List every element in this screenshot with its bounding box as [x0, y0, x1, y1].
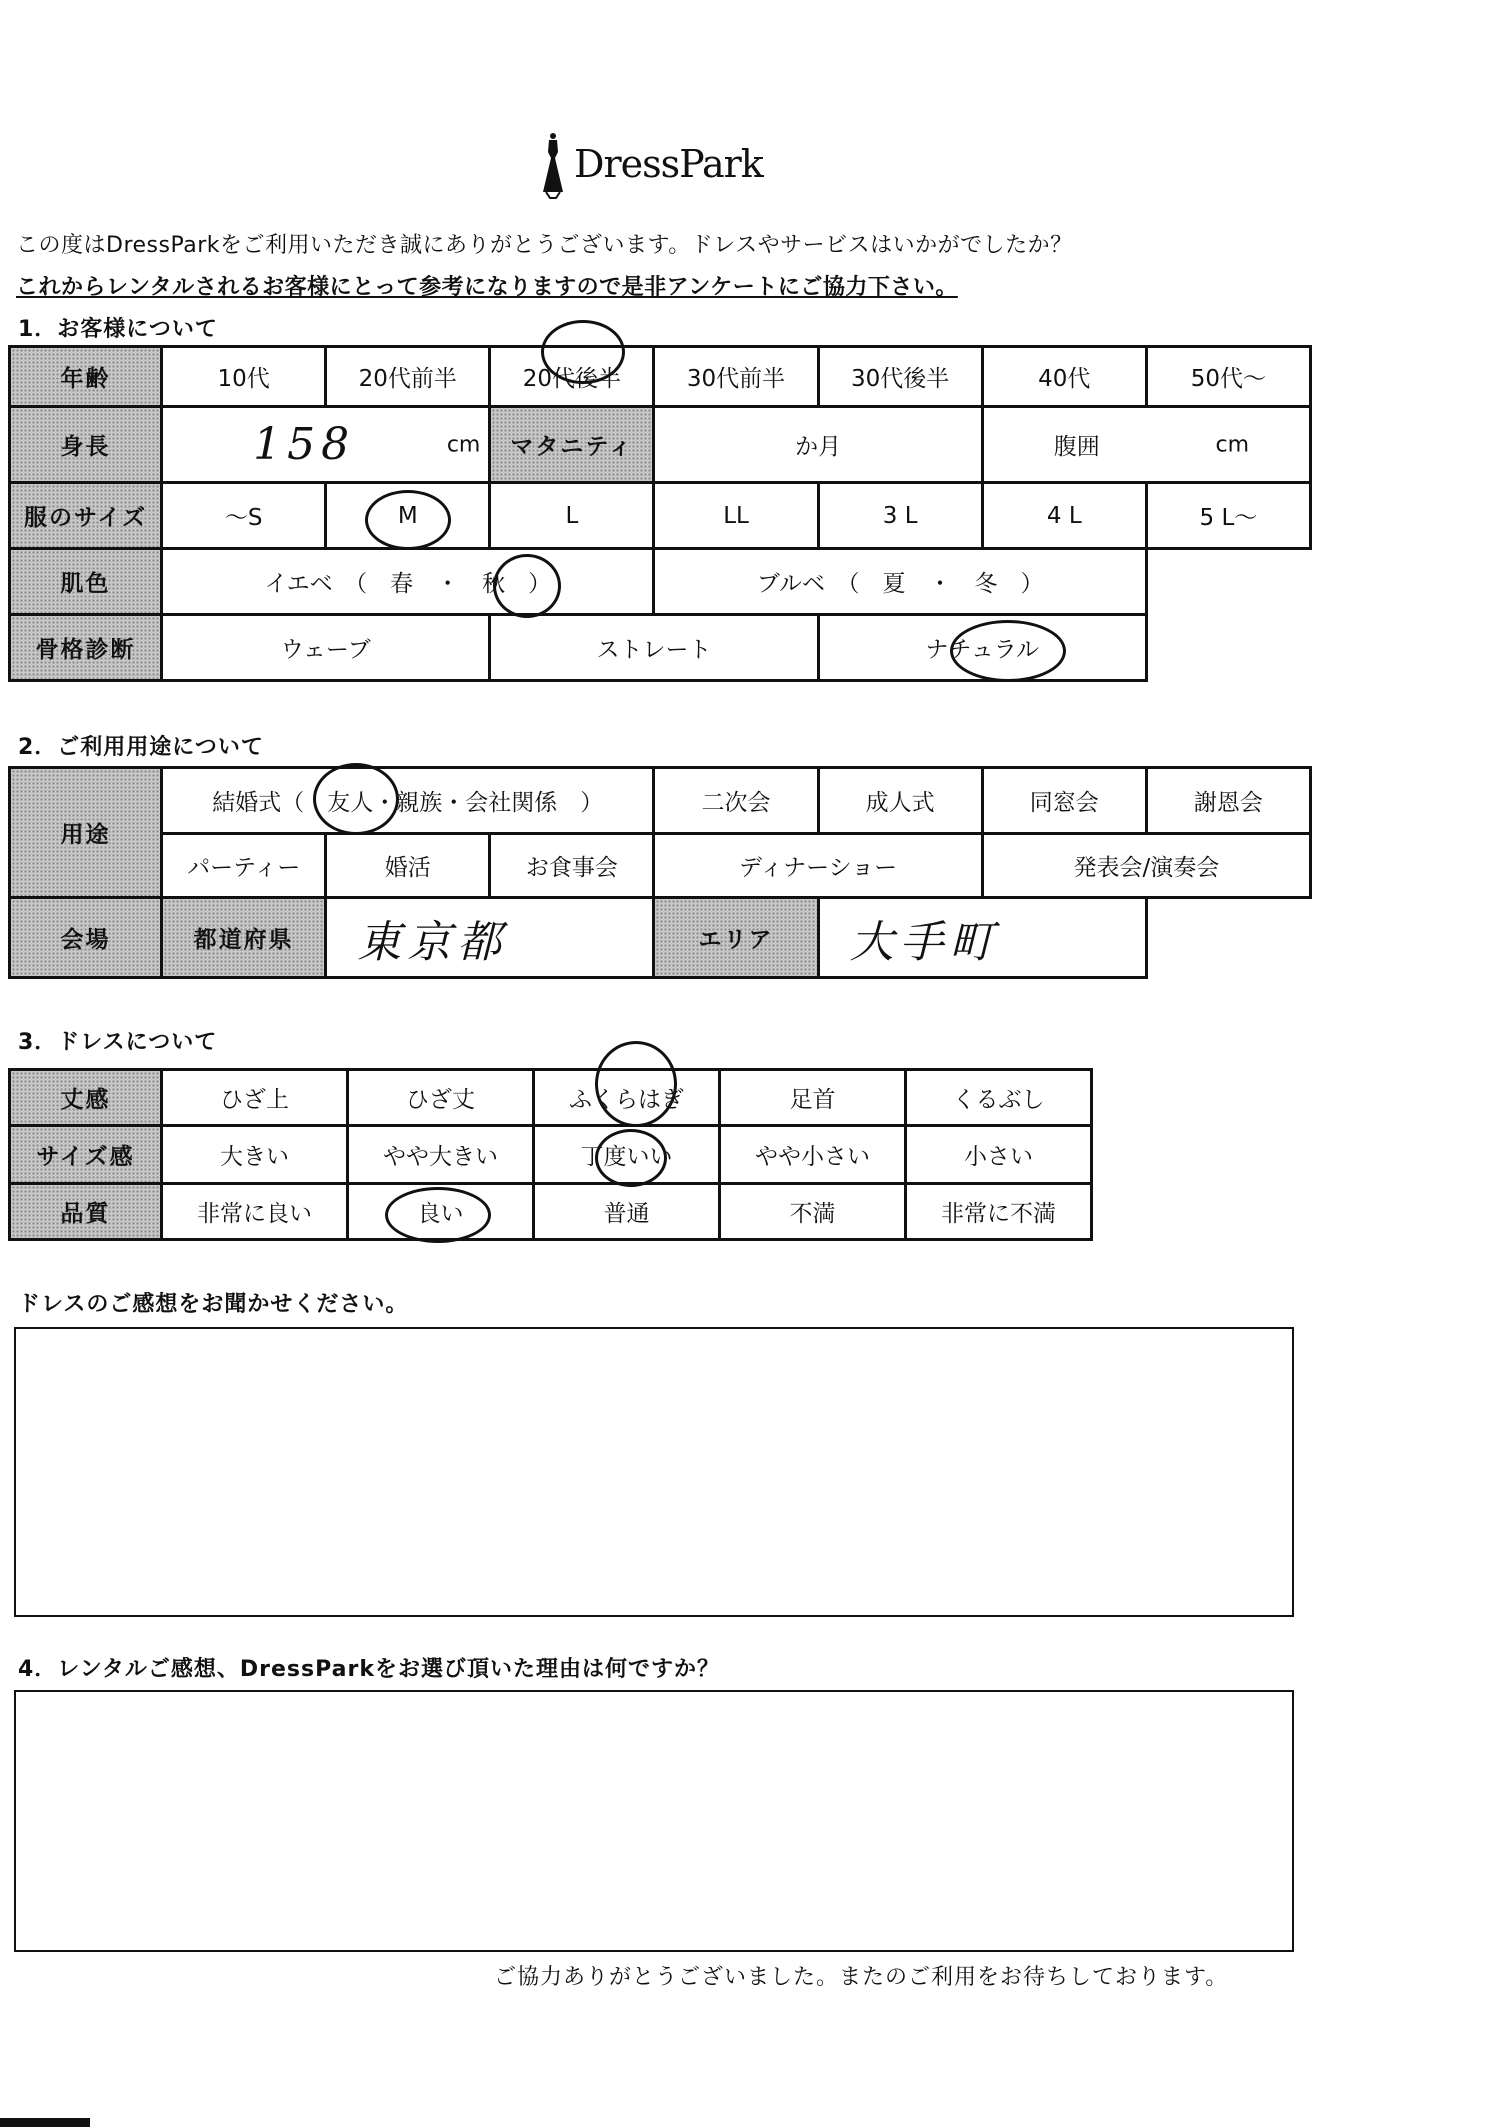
fit-label: サイズ感 [10, 1126, 162, 1184]
age-option-label: 20代後半 [522, 366, 622, 392]
skin-yellow-label: イエベ （ 春 ・ 秋 ） [264, 571, 552, 597]
size-option[interactable]: LL [654, 483, 818, 549]
purpose-option[interactable]: 発表会/演奏会 [982, 834, 1310, 898]
skin-blue-option[interactable]: ブルベ （ 夏 ・ 冬 ） [654, 549, 1146, 615]
size-option[interactable]: 5 L〜 [1146, 483, 1310, 549]
purpose-label: 用途 [10, 768, 162, 898]
size-option-label: M [397, 502, 418, 529]
purpose-option[interactable]: 婚活 [326, 834, 490, 898]
purpose-option[interactable]: 成人式 [818, 768, 982, 834]
impressions-textarea[interactable] [14, 1327, 1294, 1617]
purpose-option[interactable]: パーティー [162, 834, 326, 898]
thanks-message: ご協力ありがとうございました。またのご利用をお待ちしております。 [494, 1965, 1229, 1990]
length-option-selected[interactable] [534, 1070, 720, 1126]
height-value: 158 [253, 419, 356, 470]
quality-option-selected[interactable] [348, 1184, 534, 1240]
waist-unit: cm [1215, 432, 1249, 457]
quality-option-label: 良い [417, 1201, 464, 1227]
intro-text: この度はDressParkをご利用いただき誠にありがとうございます。ドレスやサービスはいかがでしたか？ [16, 233, 1073, 258]
fit-option-label: 丁度いい [580, 1144, 673, 1170]
length-option-label: ふくらはぎ [569, 1087, 684, 1113]
quality-option[interactable]: 普通 [534, 1184, 720, 1240]
section-3-title: 3．ドレスについて [18, 1030, 218, 1055]
height-unit: cm [446, 432, 481, 457]
waist-field[interactable] [982, 407, 1310, 483]
frame-option[interactable]: ウェーブ [162, 615, 490, 681]
wedding-label: 結婚式（ 友人・親族・会社関係 ） [212, 790, 604, 816]
section-4-title: 4．レンタルご感想、DressParkをお選び頂いた理由は何ですか？ [18, 1657, 720, 1682]
age-option[interactable]: 40代 [982, 347, 1146, 407]
prefecture-value: 東京都 [357, 916, 508, 968]
length-option[interactable]: ひざ上 [162, 1070, 348, 1126]
fit-option[interactable]: 小さい [906, 1126, 1092, 1184]
length-label: 丈感 [10, 1070, 162, 1126]
frame-option-selected[interactable] [818, 615, 1146, 681]
scan-edge-mark [0, 2118, 90, 2127]
purpose-option[interactable]: 二次会 [654, 768, 818, 834]
skin-label: 肌色 [10, 549, 162, 615]
customer-table [8, 345, 1312, 682]
size-option[interactable]: 4 L [982, 483, 1146, 549]
purpose-option[interactable]: ディナーショー [654, 834, 982, 898]
intro-request: これからレンタルされるお客様にとって参考になりますので是非アンケートにご協力下さい。 [16, 275, 958, 300]
size-option-selected[interactable] [326, 483, 490, 549]
reason-textarea[interactable] [14, 1690, 1294, 1952]
height-field[interactable] [162, 407, 490, 483]
wedding-option[interactable] [162, 768, 654, 834]
waist-label: 腹囲 [1053, 434, 1100, 460]
quality-option[interactable]: 不満 [720, 1184, 906, 1240]
dress-silhouette-icon [536, 132, 570, 202]
dress-table [8, 1068, 1093, 1241]
size-option[interactable]: 〜S [162, 483, 326, 549]
area-label: エリア [654, 898, 818, 978]
prefecture-field[interactable] [326, 898, 654, 978]
length-option[interactable]: ひざ丈 [348, 1070, 534, 1126]
fit-option[interactable]: やや大きい [348, 1126, 534, 1184]
age-option[interactable]: 30代後半 [818, 347, 982, 407]
dresspark-logo [536, 128, 776, 206]
selection-circle [595, 1041, 677, 1127]
size-option[interactable]: L [490, 483, 654, 549]
fit-option[interactable]: 大きい [162, 1126, 348, 1184]
frame-option-label: ナチュラル [925, 637, 1040, 663]
impressions-prompt: ドレスのご感想をお聞かせください。 [18, 1292, 409, 1317]
length-option[interactable]: くるぶし [906, 1070, 1092, 1126]
fit-option[interactable]: やや小さい [720, 1126, 906, 1184]
fit-option-selected[interactable] [534, 1126, 720, 1184]
quality-label: 品質 [10, 1184, 162, 1240]
usage-table [8, 766, 1312, 979]
purpose-option[interactable]: 同窓会 [982, 768, 1146, 834]
age-label: 年齢 [10, 347, 162, 407]
age-option[interactable]: 30代前半 [654, 347, 818, 407]
age-option[interactable]: 20代前半 [326, 347, 490, 407]
maternity-label: マタニティ [490, 407, 654, 483]
age-option-selected[interactable] [490, 347, 654, 407]
prefecture-label: 都道府県 [162, 898, 326, 978]
area-field[interactable] [818, 898, 1146, 978]
age-option[interactable]: 50代〜 [1146, 347, 1310, 407]
section-1-title: 1．お客様について [18, 317, 218, 342]
length-option[interactable]: 足首 [720, 1070, 906, 1126]
age-option[interactable]: 10代 [162, 347, 326, 407]
maternity-months-field[interactable]: か月 [654, 407, 982, 483]
quality-option[interactable]: 非常に不満 [906, 1184, 1092, 1240]
section-2-title: 2．ご利用用途について [18, 735, 264, 760]
area-value: 大手町 [849, 916, 1000, 968]
frame-label: 骨格診断 [10, 615, 162, 681]
venue-label: 会場 [10, 898, 162, 978]
frame-option[interactable]: ストレート [490, 615, 818, 681]
height-label: 身長 [10, 407, 162, 483]
purpose-option[interactable]: お食事会 [490, 834, 654, 898]
brand-name: DressPark [574, 142, 763, 186]
size-label: 服のサイズ [10, 483, 162, 549]
purpose-option[interactable]: 謝恩会 [1146, 768, 1310, 834]
skin-yellow-option[interactable] [162, 549, 654, 615]
size-option[interactable]: 3 L [818, 483, 982, 549]
quality-option[interactable]: 非常に良い [162, 1184, 348, 1240]
